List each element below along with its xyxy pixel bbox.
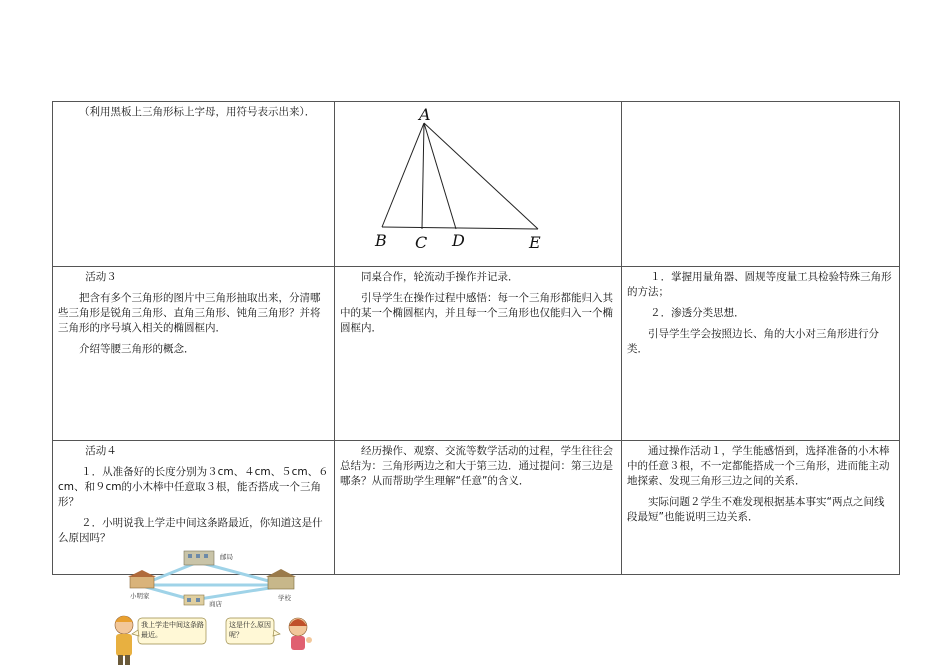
- label-c: C: [415, 233, 428, 252]
- triangle-figure: [335, 102, 621, 261]
- row1-col1-cell: [53, 102, 335, 267]
- row1-col1-text: （利用黑板上三角形标上字母，用符号表示出来）．: [79, 106, 316, 118]
- table-row: [53, 102, 900, 267]
- activity3-heading: 活动３: [85, 271, 117, 283]
- label-a: A: [419, 105, 431, 124]
- row3-col1-para2: ２．小明说我上学走中间这条路最近，你知道这是什么原因吗？: [58, 517, 323, 544]
- label-post-office: 邮局: [220, 553, 233, 561]
- row2-col2-para1: 同桌合作，轮流动手操作并记录．: [361, 271, 519, 283]
- post-office-building: [184, 551, 214, 565]
- label-e: E: [529, 233, 541, 252]
- row2-col3-para3: 引导学生学会按照边长、角的大小对三角形进行分类．: [627, 328, 879, 355]
- label-d: D: [452, 231, 465, 250]
- row3-col2-para1: 经历操作、观察、交流等数学活动的过程，学生往往会总结为：三角形两边之和大于第三边．通过提问：第三边是哪条？从而帮助学生理解“任意”的含义．: [340, 445, 613, 487]
- boy-character: [115, 616, 133, 665]
- row2-col2-para2: 引导学生在操作过程中感悟：每一个三角形都能归入其中的某一个椭圆框内，并且每一个三角形也仅能归入一个椭圆框内．: [340, 292, 613, 334]
- row2-col1-cell: [53, 267, 335, 441]
- speech-bubble-left-text: 我上学走中间这条路最近。: [141, 621, 204, 639]
- label-shop: 商店: [209, 600, 222, 608]
- row3-col3-para2: 实际问题２学生不难发现根据基本事实“两点之间线段最短”也能说明三边关系．: [627, 496, 885, 523]
- route-map-illustration: [108, 548, 328, 668]
- lesson-table: [52, 101, 900, 575]
- row3-col1-para1: １．从准备好的长度分别为３cm、４cm、５cm、６cm、和９cm的小木棒中任意取３根，能否搭成一个三角形？: [58, 466, 329, 508]
- row3-col3-cell: [622, 441, 900, 575]
- row3-col3-para1: 通过操作活动１，学生能感悟到，选择准备的小木棒中的任意３根，不一定都能搭成一个三角形，进而能主动地探索、发现三角形三边之间的关系．: [627, 445, 890, 487]
- speech-bubble-right-text: 这是什么原因呢？: [229, 621, 271, 639]
- row2-col2-cell: [335, 267, 622, 441]
- label-school: 学校: [278, 594, 291, 602]
- row2-col3-para2: ２．渗透分类思想．: [650, 307, 745, 319]
- label-xiaoming-home: 小明家: [130, 592, 150, 600]
- row1-col3-cell: [622, 102, 900, 267]
- segment-ac: [422, 123, 424, 229]
- activity4-heading: 活动４: [85, 445, 117, 457]
- segment-ab: [382, 123, 424, 227]
- row1-col2-cell: [335, 102, 622, 267]
- home-building: [128, 570, 156, 588]
- segment-ad: [424, 123, 456, 229]
- row3-col2-cell: [335, 441, 622, 575]
- row2-col3-para1: １．掌握用量角器、圆规等度量工具检验特殊三角形的方法；: [627, 271, 892, 298]
- segment-ae: [424, 123, 538, 229]
- school-building: [266, 569, 296, 589]
- label-b: B: [375, 231, 387, 250]
- row2-col1-para2: 介绍等腰三角形的概念．: [79, 343, 195, 355]
- route-shop-to-school: [193, 587, 276, 600]
- shop-building: [184, 595, 204, 605]
- row2-col3-cell: [622, 267, 900, 441]
- table-row: [53, 267, 900, 441]
- segment-be: [382, 227, 538, 229]
- row2-col1-para1: 把含有多个三角形的图片中三角形抽取出来，分清哪些三角形是锐角三角形、直角三角形、钝角三角形？并将三角形的序号填入相关的椭圆框内．: [58, 292, 321, 334]
- girl-character: [289, 618, 312, 650]
